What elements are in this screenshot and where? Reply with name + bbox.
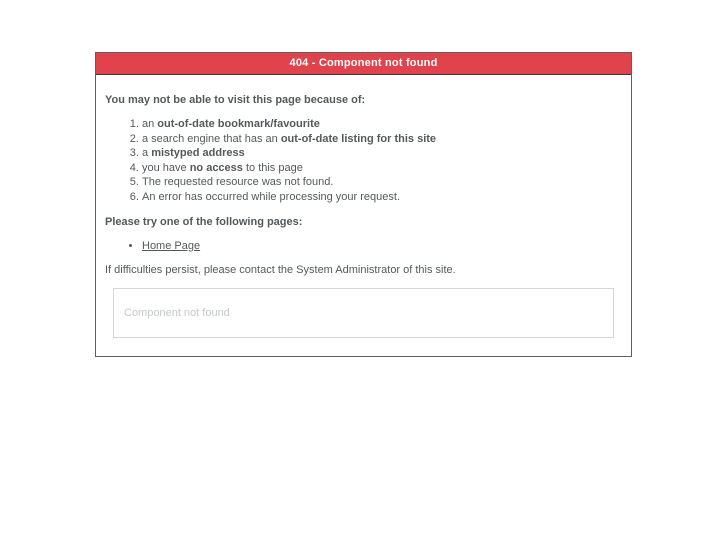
error-message-text: Component not found <box>124 307 230 319</box>
error-panel <box>95 52 632 357</box>
home-page-link[interactable]: Home Page <box>142 240 201 252</box>
list-item <box>142 146 622 161</box>
error-body <box>96 94 631 338</box>
list-item <box>142 132 622 147</box>
error-header <box>96 53 631 75</box>
reason-text: to this page <box>242 161 303 174</box>
list-item <box>142 190 622 205</box>
list-item <box>142 175 622 190</box>
reason-text: you have <box>142 161 190 174</box>
reason-bold: mistyped address <box>151 147 245 159</box>
reason-text: an <box>142 118 158 130</box>
difficulties-note: If difficulties persist, please contact the System Administrator of this site. <box>105 264 456 276</box>
suggestions-heading: Please try one of the following pages: <box>105 216 303 228</box>
intro-text: You may not be able to visit this page because of: <box>105 94 366 106</box>
reason-bold: out-of-date bookmark/favourite <box>157 118 320 130</box>
reason-text: a search engine that has an <box>142 132 281 145</box>
reason-bold: no access <box>189 161 243 174</box>
reason-text: a <box>142 147 152 159</box>
reason-bold: out-of-date listing for this site <box>280 132 437 145</box>
error-message-box <box>113 288 614 338</box>
list-item <box>142 161 622 176</box>
list-item <box>142 117 622 132</box>
list-item <box>142 240 622 252</box>
pages-list <box>105 240 622 252</box>
reason-text: An error has occurred while processing your request. <box>142 190 401 203</box>
reasons-list <box>105 117 622 204</box>
error-title: 404 - Component not found <box>289 57 438 69</box>
reason-text: The requested resource was not found. <box>142 176 334 188</box>
